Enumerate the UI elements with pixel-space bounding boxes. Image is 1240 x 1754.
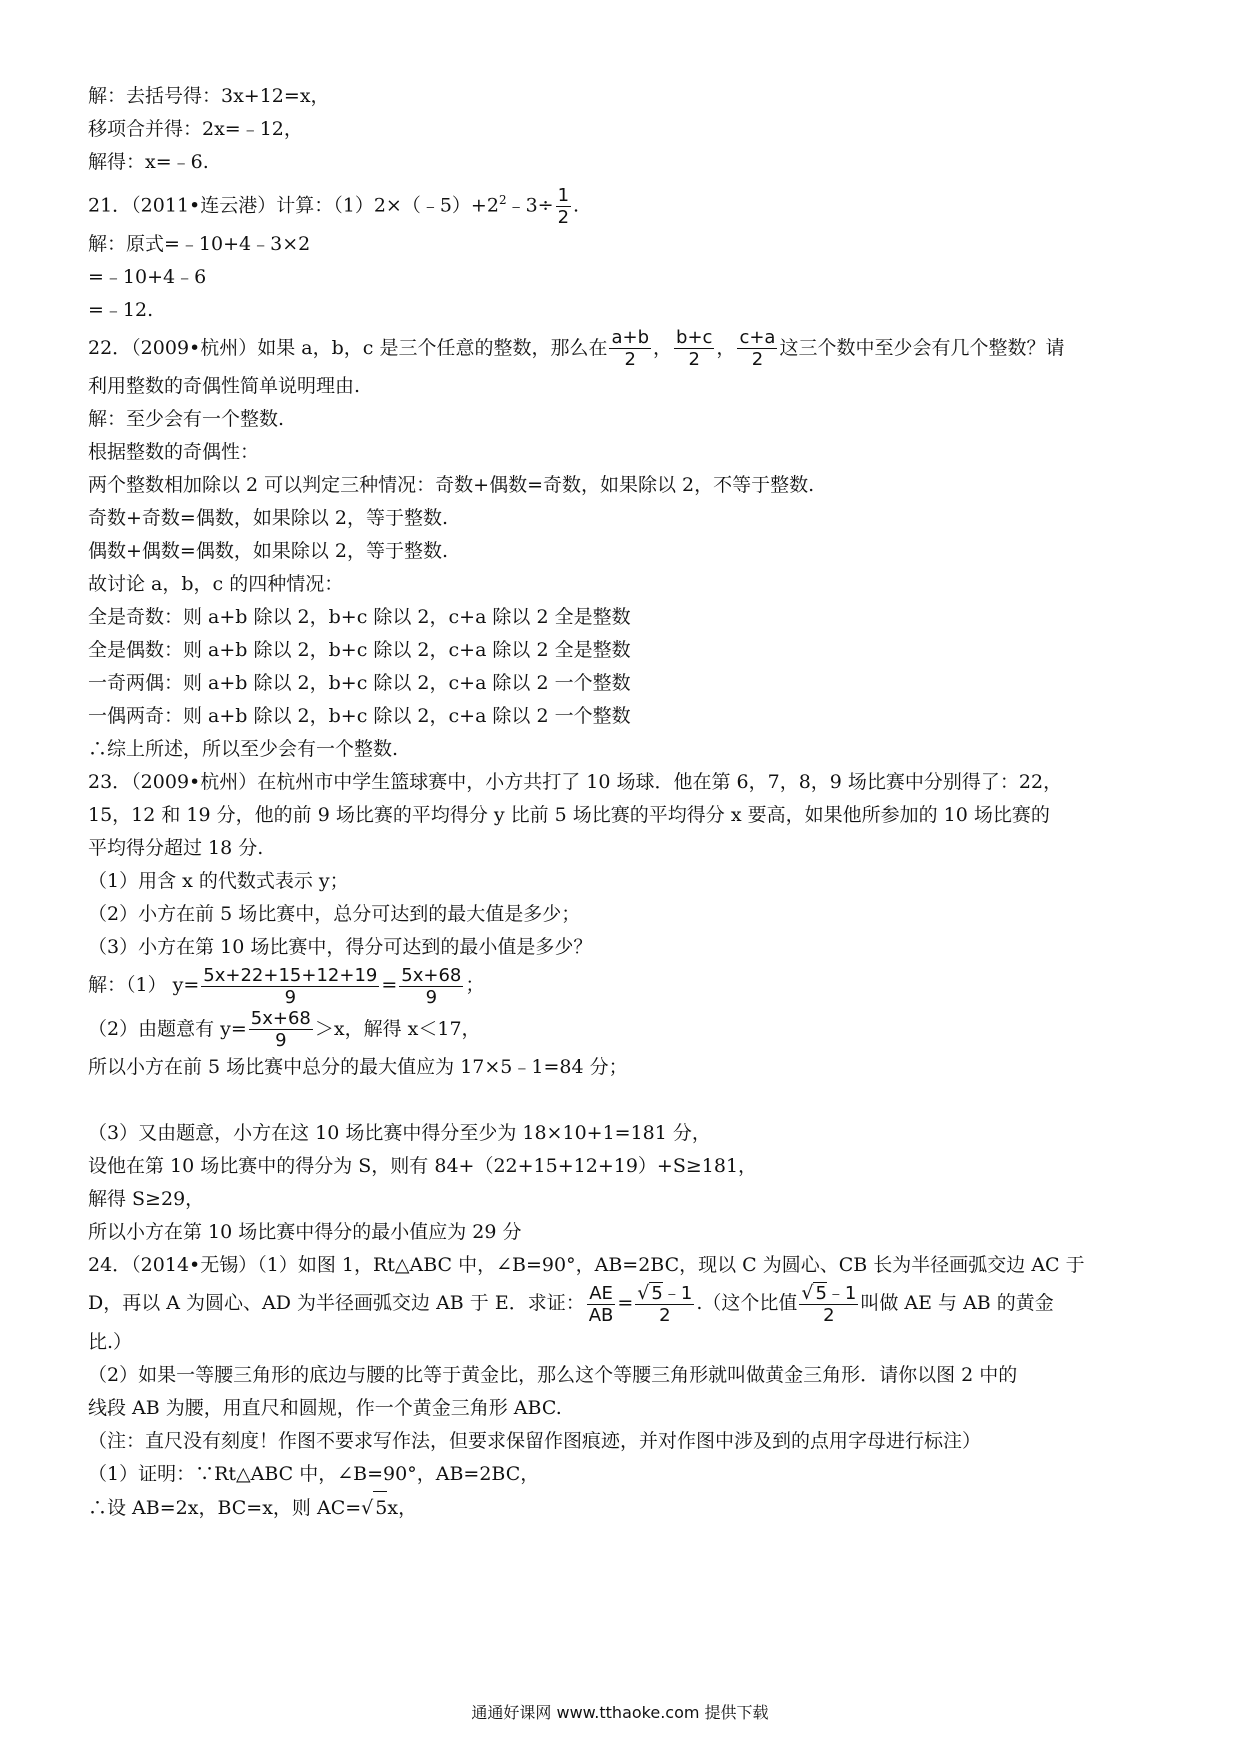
question-text: 22．（2009•杭州）如果 a，b，c 是三个任意的整数，那么在 [88, 336, 608, 359]
problem-22-question [88, 327, 1153, 371]
fraction-numerator: 5x+68 [250, 1008, 311, 1030]
fraction-numerator: 5x+68 [401, 964, 462, 986]
question-line: 比.） [88, 1331, 133, 1354]
solution-text: ∴设 AB=2x，BC=x，则 AC= [88, 1497, 362, 1520]
exponent: 2 [498, 193, 507, 207]
fraction-denominator: 2 [823, 1305, 835, 1327]
question-text: ﹣3÷ [506, 194, 554, 217]
equals-sign: = [617, 1292, 634, 1315]
fraction [737, 327, 777, 370]
fraction-denominator: 9 [284, 986, 297, 1008]
radicand: 5 [651, 1283, 663, 1305]
solution-line [88, 964, 1153, 1008]
solution-line: =﹣12. [88, 298, 154, 321]
sqrt-icon: √ [801, 1282, 814, 1305]
question-line: 线段 AB 为腰，用直尺和圆规，作一个黄金三角形 ABC. [88, 1397, 562, 1420]
solution-line: 一奇两偶：则 a+b 除以 2，b+c 除以 2，c+a 除以 2 一个整数 [88, 672, 631, 695]
fraction [587, 1283, 616, 1326]
solution-line: 全是奇数：则 a+b 除以 2，b+c 除以 2，c+a 除以 2 全是整数 [88, 606, 631, 629]
fraction-numerator [799, 1282, 858, 1305]
solution-line: 解得 S≥29， [88, 1188, 205, 1211]
fraction [399, 965, 463, 1008]
equals-sign: = [381, 974, 398, 997]
fraction-numerator: 5x+22+15+12+19 [203, 964, 378, 986]
fraction [556, 185, 571, 228]
separator: ， [653, 336, 673, 359]
question-text: . [573, 194, 580, 217]
fraction [609, 327, 651, 370]
solution-line: （3）又由题意，小方在这 10 场比赛中得分至少为 18×10+1=181 分， [88, 1122, 711, 1145]
question-text: .（这个比值 [696, 1292, 798, 1315]
solution-line: 所以小方在前 5 场比赛中总分的最大值应为 17×5﹣1=84 分； [88, 1056, 628, 1079]
minus-one: ﹣1 [826, 1283, 857, 1305]
fraction-denominator: 9 [275, 1030, 287, 1052]
solution-line: 解得：x=﹣6. [88, 151, 209, 173]
question-text: D，再以 A 为圆心、AD 为半径画弧交边 AB 于 E．求证： [88, 1292, 585, 1315]
sub-question: （3）小方在第 10 场比赛中，得分可达到的最小值是多少？ [88, 936, 593, 959]
solution-line [88, 1491, 1153, 1525]
fraction-denominator: 2 [624, 349, 636, 371]
solution-line: 全是偶数：则 a+b 除以 2，b+c 除以 2，c+a 除以 2 全是整数 [88, 639, 631, 662]
solution-line: 两个整数相加除以 2 可以判定三种情况：奇数+偶数=奇数，如果除以 2，不等于整数. [88, 474, 815, 497]
fraction-numerator [635, 1282, 694, 1305]
sqrt-icon: √ [361, 1497, 374, 1520]
solution-line: 解：去括号得：3x+12=x， [88, 85, 330, 107]
radicand: 5 [373, 1491, 387, 1525]
solution-line: 根据整数的奇偶性： [88, 441, 260, 464]
fraction-numerator: AE [587, 1283, 616, 1305]
solution-line: 解：原式=﹣10+4﹣3×2 [88, 232, 311, 255]
solution-line: 设他在第 10 场比赛中的得分为 S，则有 84+（22+15+12+19）+S≥181， [88, 1155, 758, 1178]
sub-question: （2）如果一等腰三角形的底边与腰的比等于黄金比，那么这个等腰三角形就叫做黄金三角形．请你以图 2 中的 [88, 1364, 1018, 1387]
note-line: （注：直尺没有刻度！作图不要求写作法，但要求保留作图痕迹，并对作图中涉及到的点用字母进行标注） [88, 1430, 982, 1453]
fraction-denominator: 2 [557, 206, 570, 228]
solution-text: 解：（1） y= [88, 974, 200, 997]
fraction-denominator: 2 [659, 1305, 671, 1327]
fraction [799, 1282, 858, 1326]
page-footer: 通通好课网 www.tthaoke.com 提供下载 [471, 1703, 769, 1722]
question-text: 叫做 AE 与 AB 的黄金 [860, 1292, 1054, 1315]
fraction [201, 965, 379, 1008]
question-line: 平均得分超过 18 分. [88, 837, 264, 860]
solution-line [88, 1008, 1153, 1052]
solution-text: x， [387, 1497, 418, 1520]
fraction [674, 327, 714, 370]
sqrt-icon: √ [637, 1282, 650, 1305]
solution-line: 解：至少会有一个整数. [88, 408, 285, 431]
solution-line: 偶数+偶数=偶数，如果除以 2，等于整数. [88, 540, 449, 563]
solution-line: 一偶两奇：则 a+b 除以 2，b+c 除以 2，c+a 除以 2 一个整数 [88, 705, 631, 728]
question-line [88, 1282, 1153, 1326]
fraction-denominator: 9 [425, 986, 438, 1008]
question-line: 15，12 和 19 分，他的前 9 场比赛的平均得分 y 比前 5 场比赛的平均得分 x 要高，如果他所参加的 10 场比赛的 [88, 804, 1050, 827]
solution-text: ＞x，解得 x＜17， [314, 1017, 481, 1040]
solution-line: 奇数+奇数=偶数，如果除以 2，等于整数. [88, 507, 449, 530]
solution-line: 移项合并得：2x=﹣12， [88, 118, 303, 140]
question-text: 这三个数中至少会有几个整数？请 [779, 336, 1065, 359]
blank-line [88, 1084, 1153, 1117]
fraction [635, 1282, 694, 1326]
solution-line: 故讨论 a，b，c 的四种情况： [88, 573, 344, 596]
fraction [249, 1008, 313, 1051]
sub-question: （1）用含 x 的代数式表示 y； [88, 870, 349, 893]
fraction-denominator: 2 [688, 349, 700, 371]
solution-line: =﹣10+4﹣6 [88, 265, 207, 288]
separator: ， [716, 336, 736, 359]
document-page [88, 80, 1153, 1525]
minus-one: ﹣1 [662, 1283, 693, 1305]
fraction-numerator: b+c [676, 327, 713, 349]
sub-question: （2）小方在前 5 场比赛中，总分可达到的最大值是多少； [88, 903, 581, 926]
question-line: 利用整数的奇偶性简单说明理由. [88, 375, 361, 398]
question-text: 21．（2011•连云港）计算：（1）2×（﹣5）+2 [88, 194, 499, 217]
fraction-denominator: AB [588, 1304, 614, 1326]
question-line: 23．（2009•杭州）在杭州市中学生篮球赛中，小方共打了 10 场球．他在第 6，7，8，9 场比赛中分别得了：22， [88, 771, 1063, 794]
solution-text: ； [465, 974, 485, 997]
problem-21-question [88, 179, 1153, 228]
fraction-denominator: 2 [751, 349, 764, 371]
solution-line: ∴综上所述，所以至少会有一个整数. [88, 738, 399, 761]
fraction-numerator: c+a [739, 327, 776, 349]
radicand: 5 [815, 1283, 827, 1305]
solution-line: （1）证明：∵Rt△ABC 中，∠B=90°，AB=2BC， [88, 1463, 540, 1486]
question-line: 24．（2014•无锡）（1）如图 1，Rt△ABC 中，∠B=90°，AB=2BC，现以 C 为圆心、CB 长为半径画弧交边 AC 于 [88, 1254, 1085, 1277]
solution-text: （2）由题意有 y= [88, 1017, 247, 1040]
solution-line: 所以小方在第 10 场比赛中得分的最小值应为 29 分 [88, 1221, 522, 1244]
fraction-numerator: a+b [611, 327, 649, 349]
fraction-numerator: 1 [557, 184, 570, 206]
